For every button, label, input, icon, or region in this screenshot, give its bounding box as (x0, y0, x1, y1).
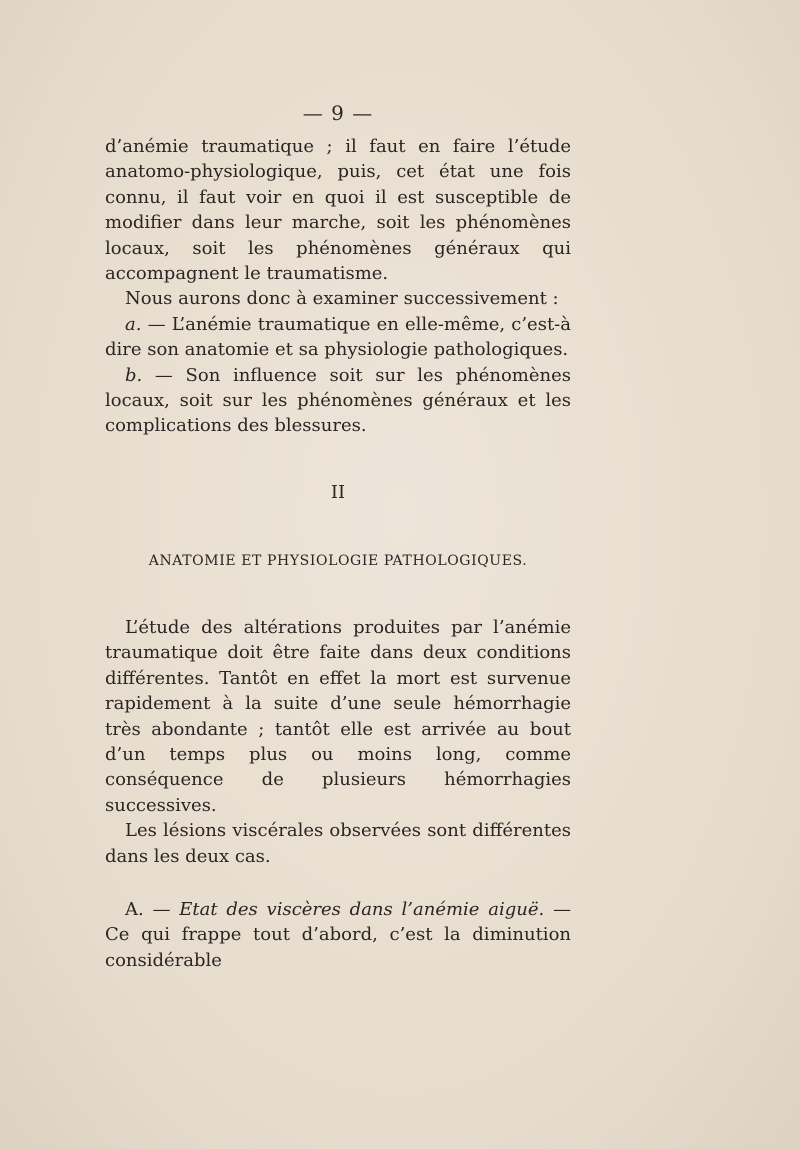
item-b-marker: b. (125, 364, 143, 386)
item-a-marker: a. (125, 313, 142, 335)
document-page (105, 100, 571, 973)
item-b-text: — Son influence soit sur les phénomènes locaux, soit sur les phénomènes généraux et les complications des blessures. (105, 364, 571, 437)
item-a-text: — L’anémie traumatique en elle-même, c’est-à dire son anatomie et sa physiologie pathologiques. (105, 313, 571, 361)
paragraph-intro-1: d’anémie traumatique ; il faut en faire l’étude anatomo-physiologique, puis, cet état une fois connu, il faut voir en quoi il est susceptible de modifier dans leur marche, soit les phénomènes locaux, soit les phénomènes généraux qui accompagnent le traumatisme. (105, 136, 571, 285)
subsection-a-text: — Ce qui frappe tout d’abord, c’est la diminution considérable (105, 898, 571, 971)
subsection-a (105, 897, 571, 973)
subsection-a-heading: Etat des viscères dans l’anémie aiguë. (179, 898, 545, 920)
paragraph-intro-2: Nous aurons donc à examiner successivement : (125, 288, 559, 310)
section-number: II (330, 481, 346, 503)
list-item-b (105, 363, 571, 439)
section-title: ANATOMIE ET PHYSIOLOGIE PATHOLOGIQUES. (148, 552, 528, 569)
paragraph-section-1: L’étude des altérations produites par l’anémie traumatique doit être faite dans deux conditions différentes. Tantôt en effet la mort est survenue rapidement à la suite d’une seule hémorrhagie très abondante ; tantôt elle est arrivée au bout d’un temps plus ou moins long, comme conséquence de plusieurs hémorrhagies successives. (105, 616, 571, 816)
paragraph-section-2: Les lésions viscérales observées sont différentes dans les deux cas. (105, 820, 571, 867)
list-item-a (105, 312, 571, 363)
page-number: — 9 — (302, 101, 374, 125)
subsection-a-label: A. — (125, 898, 171, 920)
